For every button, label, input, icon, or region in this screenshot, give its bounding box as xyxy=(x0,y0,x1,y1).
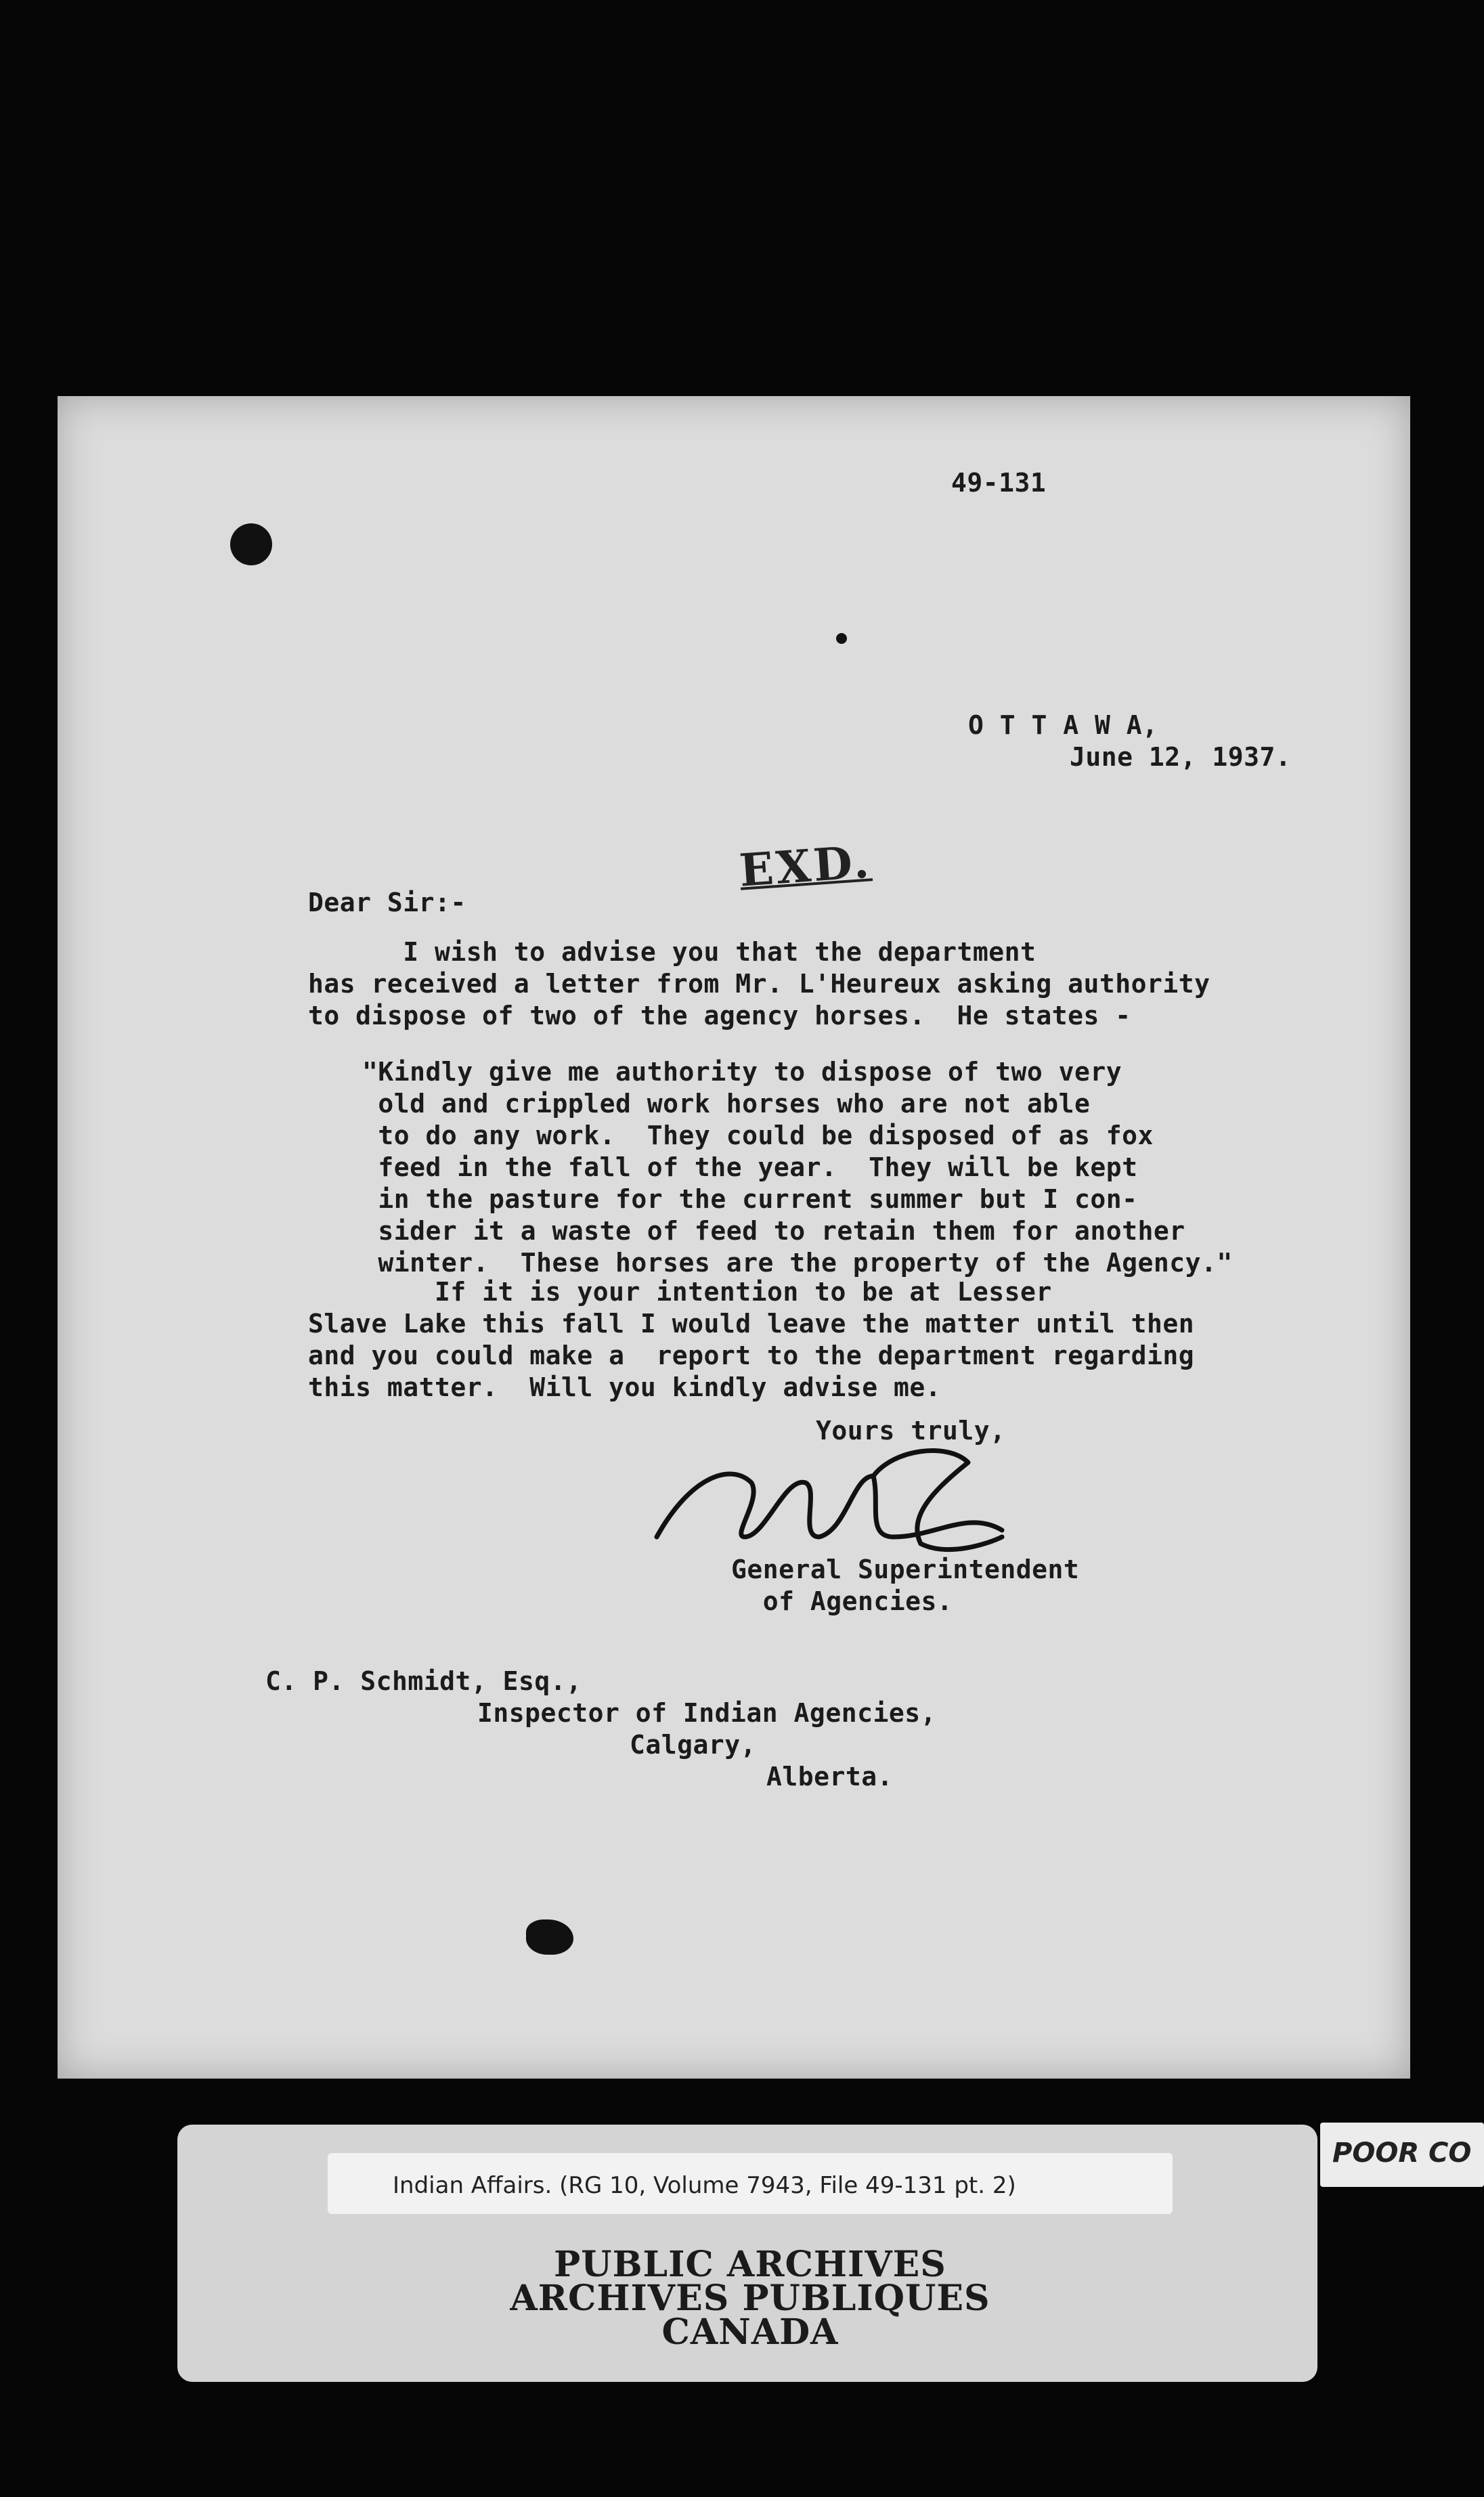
paragraph-line: has received a letter from Mr. L'Heureux asking authority xyxy=(308,969,1210,999)
quote-line: feed in the fall of the year. They will be kept xyxy=(362,1152,1138,1182)
handwritten-signature xyxy=(650,1435,1016,1571)
corner-tag xyxy=(1320,2123,1484,2187)
closing: Yours truly, xyxy=(816,1416,1006,1446)
quote-line: in the pasture for the current summer but I con- xyxy=(362,1184,1138,1214)
paragraph-line: I wish to advise you that the department xyxy=(308,937,1036,967)
signatory-line: General Superintendent xyxy=(731,1555,1080,1584)
punch-hole xyxy=(230,523,272,565)
addressee-title: Inspector of Indian Agencies, xyxy=(477,1698,936,1728)
archive-name xyxy=(328,2244,1173,2353)
signatory xyxy=(731,1554,1079,1617)
paragraph-2 xyxy=(308,1276,1194,1404)
paragraph-1 xyxy=(308,936,1210,1032)
file-number: 49-131 xyxy=(951,468,1047,498)
paragraph-line: and you could make a report to the department regarding xyxy=(308,1341,1195,1370)
archive-name-line: PUBLIC ARCHIVES xyxy=(554,2244,946,2285)
quoted-passage xyxy=(362,1056,1233,1279)
signatory-line: of Agencies. xyxy=(731,1586,953,1616)
paragraph-line: this matter. Will you kindly advise me. xyxy=(308,1372,942,1402)
archive-name-line: CANADA xyxy=(661,2311,839,2353)
salutation: Dear Sir:- xyxy=(308,888,466,917)
quote-line: "Kindly give me authority to dispose of two very xyxy=(362,1057,1122,1087)
quote-line: old and crippled work horses who are not able xyxy=(362,1089,1091,1119)
exd-stamp: EXD. xyxy=(737,835,873,897)
quote-line: to do any work. They could be disposed of as fox xyxy=(362,1121,1154,1150)
date: June 12, 1937. xyxy=(1070,742,1292,772)
place: O T T A W A, xyxy=(968,710,1158,740)
addressee-city: Calgary, xyxy=(630,1730,757,1760)
quote-line: sider it a waste of feed to retain them for another xyxy=(362,1216,1185,1246)
addressee-name: C. P. Schmidt, Esq., xyxy=(265,1666,582,1696)
quote-line: winter. These horses are the property of the Agency." xyxy=(362,1248,1233,1278)
ink-blot xyxy=(836,633,847,644)
paragraph-line: Slave Lake this fall I would leave the matter until then xyxy=(308,1309,1195,1339)
paragraph-line: If it is your intention to be at Lesser xyxy=(308,1277,1052,1307)
corner-tag-text: POOR CO xyxy=(1332,2137,1472,2169)
addressee-province: Alberta. xyxy=(766,1762,894,1792)
archive-name-line: ARCHIVES PUBLIQUES xyxy=(510,2278,990,2319)
ink-blot xyxy=(526,1919,573,1955)
archive-reference: Indian Affairs. (RG 10, Volume 7943, File 49-131 pt. 2) xyxy=(393,2172,1016,2199)
paragraph-line: to dispose of two of the agency horses. He states - xyxy=(308,1001,1131,1030)
